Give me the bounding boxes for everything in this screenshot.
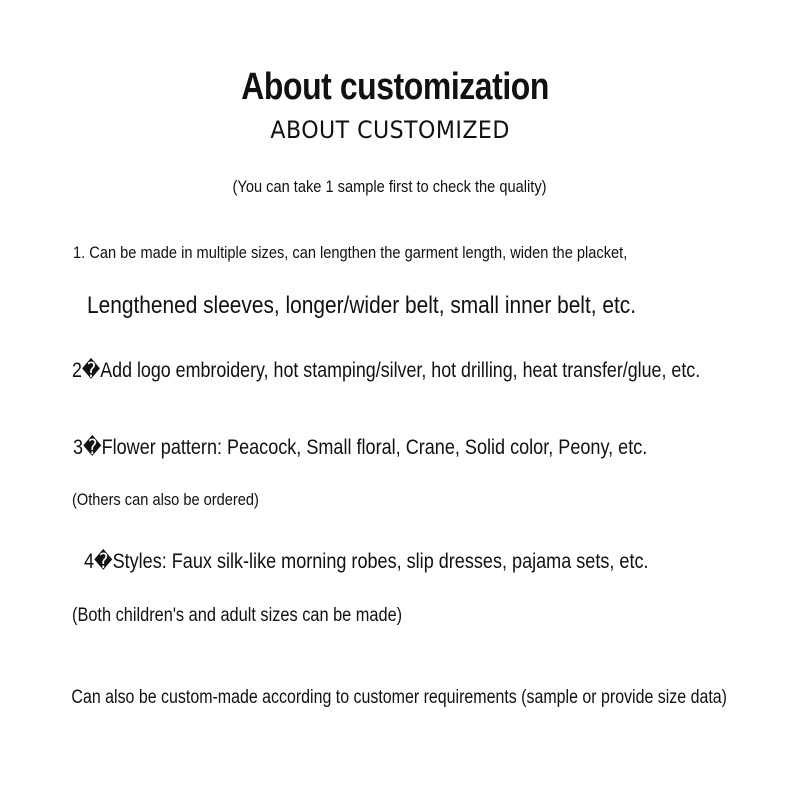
sample-note [0,178,780,195]
page-title [0,68,790,106]
page-subtitle [0,118,780,142]
item-1-line-1: 1. Can be made in multiple sizes, can lengthen the garment length, widen the placket, [73,243,628,262]
item-3-note: (Others can also be ordered) [72,490,259,509]
item-4: 4�Styles: Faux silk-like morning robes, slip dresses, pajama sets, etc. [84,550,649,573]
footer-note-text: Can also be custom-made according to customer requirements (sample or provide size data) [71,687,727,708]
footer-note [0,688,790,707]
page-subtitle-text: ABOUT CUSTOMIZED [270,116,510,144]
item-3: 3�Flower pattern: Peacock, Small floral, Crane, Solid color, Peony, etc. [73,436,648,459]
item-2: 2�Add logo embroidery, hot stamping/silver, hot drilling, heat transfer/glue, etc. [72,359,701,382]
item-1-line-2: Lengthened sleeves, longer/wider belt, small inner belt, etc. [87,292,636,319]
page-title-text: About customization [241,66,549,108]
item-4-note: (Both children's and adult sizes can be made) [72,605,403,626]
sample-note-text: (You can take 1 sample first to check the quality) [233,177,547,196]
